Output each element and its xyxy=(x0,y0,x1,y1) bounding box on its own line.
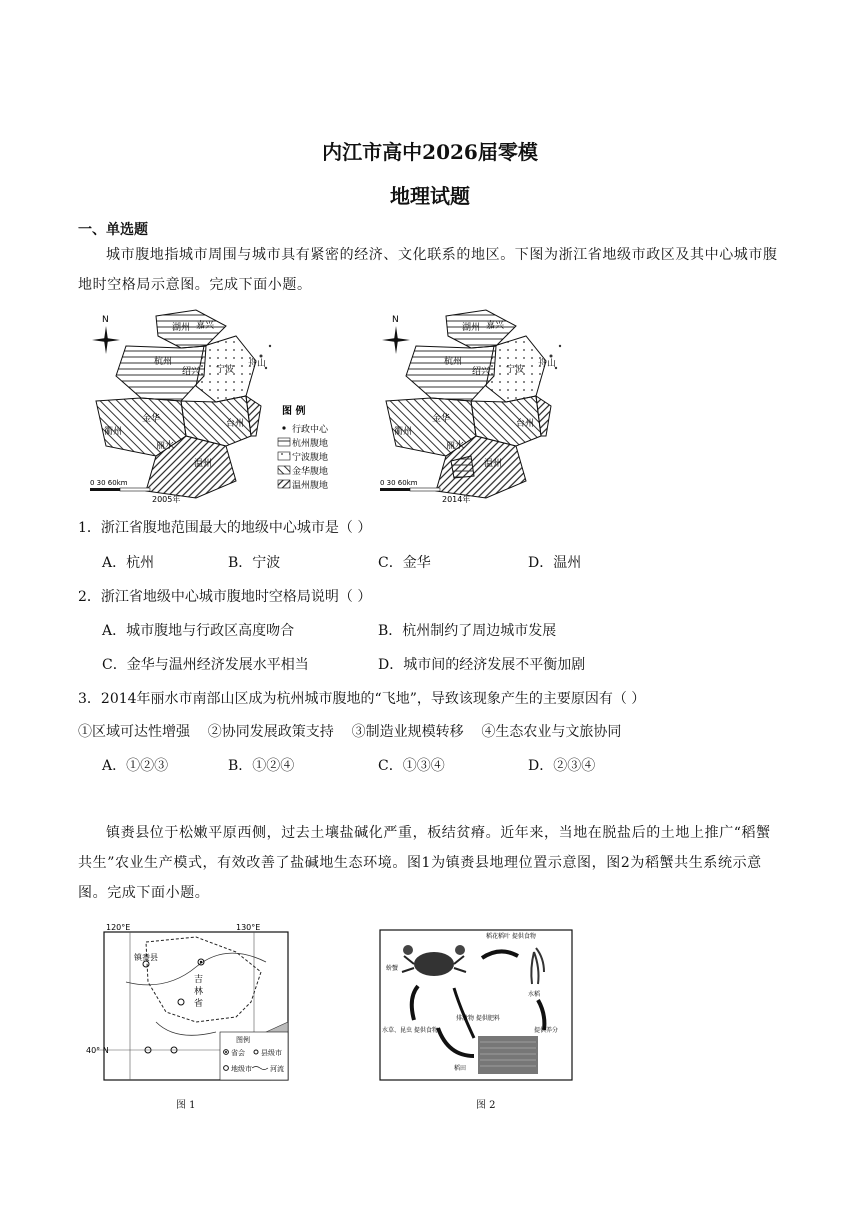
svg-text:0 30 60km: 0 30 60km xyxy=(90,479,128,487)
zhejiang-hinterland-maps xyxy=(86,306,566,506)
question-3-option-d[interactable]: D．②③④ xyxy=(528,758,596,774)
svg-text:N: N xyxy=(392,315,399,325)
figure-1-caption: 图 1 xyxy=(176,1100,196,1111)
svg-text:省会: 省会 xyxy=(231,1049,245,1057)
map-2014-label-shaoxing: 绍兴 xyxy=(472,367,491,377)
svg-text:县级市: 县级市 xyxy=(261,1049,282,1057)
passage-2: 镇赉县位于松嫩平原西侧，过去土壤盐碱化严重，板结贫瘠。近年来，当地在脱盐后的土地上推广“稻蟹共生”农业生产模式，有效改善了盐碱地生态环境。图1为镇赉县地理位置示意图，图2为稻蟹共生系统示意图。完成下面小题。 xyxy=(78,825,771,901)
map-2014-year: 2014年 xyxy=(442,495,471,504)
map-2005-label-shaoxing: 绍兴 xyxy=(182,367,201,377)
label-weeds-insects-food: 水草、昆虫 提供食物 xyxy=(382,1027,438,1034)
map-2014-label-huzhou: 湖州 xyxy=(462,323,481,333)
figure-2-caption: 图 2 xyxy=(476,1100,496,1111)
map-2005-label-quzhou: 衢州 xyxy=(104,427,123,437)
province-char-3: 省 xyxy=(194,999,204,1009)
question-2-stem: 2．浙江省地级中心城市腹地时空格局说明（ ） xyxy=(78,589,372,605)
page-title: 内江市高中2026届零模 xyxy=(322,140,538,164)
svg-text:图 例: 图 例 xyxy=(282,406,306,417)
province-char-1: 吉 xyxy=(194,975,204,985)
map-legend xyxy=(278,404,329,491)
question-3-option-a[interactable]: A．①②③ xyxy=(102,758,169,774)
map-2014-label-jiaxing: 嘉兴 xyxy=(486,321,505,331)
svg-text:温州腹地: 温州腹地 xyxy=(292,481,329,491)
north-arrow-icon xyxy=(92,315,120,354)
question-2-option-a[interactable]: A．城市腹地与行政区高度吻合 xyxy=(102,623,295,639)
map-2005-year: 2005年 xyxy=(152,495,181,504)
map-2014-label-quzhou: 衢州 xyxy=(394,427,413,437)
lon-120-label: 120°E xyxy=(106,923,131,932)
svg-text:金华腹地: 金华腹地 xyxy=(292,467,329,477)
label-nutrients: 提供养分 xyxy=(534,1027,559,1034)
map-2005-label-zhoushan: 舟山 xyxy=(248,359,267,369)
question-3-stem: 3．2014年丽水市南部山区成为杭州城市腹地的“飞地”，导致该现象产生的主要原因有（ ） xyxy=(78,691,646,707)
svg-text:宁波腹地: 宁波腹地 xyxy=(292,453,329,463)
question-2-option-d[interactable]: D．城市间的经济发展不平衡加剧 xyxy=(378,657,586,673)
map-2014-label-taizhou: 台州 xyxy=(516,419,535,429)
scale-bar xyxy=(380,479,440,491)
map-2005-label-ningbo: 宁波 xyxy=(216,365,235,375)
label-rice-flower-food: 稻花稻叶 提供食物 xyxy=(486,933,536,940)
svg-text:河流: 河流 xyxy=(270,1065,284,1073)
lon-130-label: 130°E xyxy=(236,923,261,932)
province-char-2: 林 xyxy=(194,987,204,997)
svg-text:行政中心: 行政中心 xyxy=(292,425,329,435)
question-3-option-c[interactable]: C．①③④ xyxy=(378,758,445,774)
map-2005-label-wenzhou: 温州 xyxy=(194,459,213,469)
figure-2-rice-crab-system xyxy=(378,928,574,1084)
map-2005-label-huzhou: 湖州 xyxy=(172,323,191,333)
svg-text:0 30 60km: 0 30 60km xyxy=(380,479,418,487)
page-subtitle: 地理试题 xyxy=(390,184,470,208)
label-excrement-fertilizer: 排泄物 提供肥料 xyxy=(456,1015,500,1022)
question-1-option-d[interactable]: D．温州 xyxy=(528,555,582,571)
map-2005-label-jinhua: 金华 xyxy=(142,414,161,424)
svg-text:图例: 图例 xyxy=(236,1036,250,1044)
question-3-option-b[interactable]: B．①②④ xyxy=(228,758,295,774)
map-2014-label-hangzhou: 杭州 xyxy=(444,357,463,367)
svg-text:杭州腹地: 杭州腹地 xyxy=(292,439,329,449)
zhenlai-label: 镇赉县 xyxy=(134,953,158,962)
question-2-option-b[interactable]: B．杭州制约了周边城市发展 xyxy=(378,623,557,639)
question-1-stem: 1．浙江省腹地范围最大的地级中心城市是（ ） xyxy=(78,520,372,536)
label-paddy-field: 稻田 xyxy=(454,1065,467,1072)
map-2005 xyxy=(90,310,271,504)
map-2005-label-hangzhou: 杭州 xyxy=(154,357,173,367)
passage-1: 城市腹地指城市周围与城市具有紧密的经济、文化联系的地区。下图为浙江省地级市政区及其中心城市腹地时空格局示意图。完成下面小题。 xyxy=(78,247,778,293)
map-2005-label-taizhou: 台州 xyxy=(226,419,245,429)
section-heading: 一、单选题 xyxy=(78,222,148,238)
map-2014-label-zhoushan: 舟山 xyxy=(538,359,557,369)
map-2014-label-jinhua: 金华 xyxy=(432,414,451,424)
question-3-items: ①区域可达性增强 ②协同发展政策支持 ③制造业规模转移 ④生态农业与文旅协同 xyxy=(78,724,622,740)
lat-40-label: 40° N xyxy=(86,1046,109,1055)
map-2014-label-wenzhou: 温州 xyxy=(484,459,503,469)
question-1-option-a[interactable]: A．杭州 xyxy=(102,555,155,571)
map-2014-label-lishui: 丽水 xyxy=(446,441,465,451)
svg-text:地级市: 地级市 xyxy=(231,1065,252,1073)
question-1-option-c[interactable]: C．金华 xyxy=(378,555,431,571)
label-rice: 水稻 xyxy=(528,991,541,998)
map-2014-label-ningbo: 宁波 xyxy=(506,365,525,375)
question-2-option-c[interactable]: C．金华与温州经济发展水平相当 xyxy=(102,657,309,673)
figure-1-location-map xyxy=(86,922,306,1092)
figure-1-legend xyxy=(220,1032,288,1080)
svg-text:N: N xyxy=(102,315,109,325)
scale-bar xyxy=(90,479,150,491)
map-2014 xyxy=(380,310,561,504)
map-2005-label-lishui: 丽水 xyxy=(156,441,175,451)
north-arrow-icon xyxy=(382,315,410,354)
label-crab: 蚧蟹 xyxy=(386,965,399,972)
map-2005-label-jiaxing: 嘉兴 xyxy=(196,321,215,331)
question-1-option-b[interactable]: B．宁波 xyxy=(228,555,281,571)
